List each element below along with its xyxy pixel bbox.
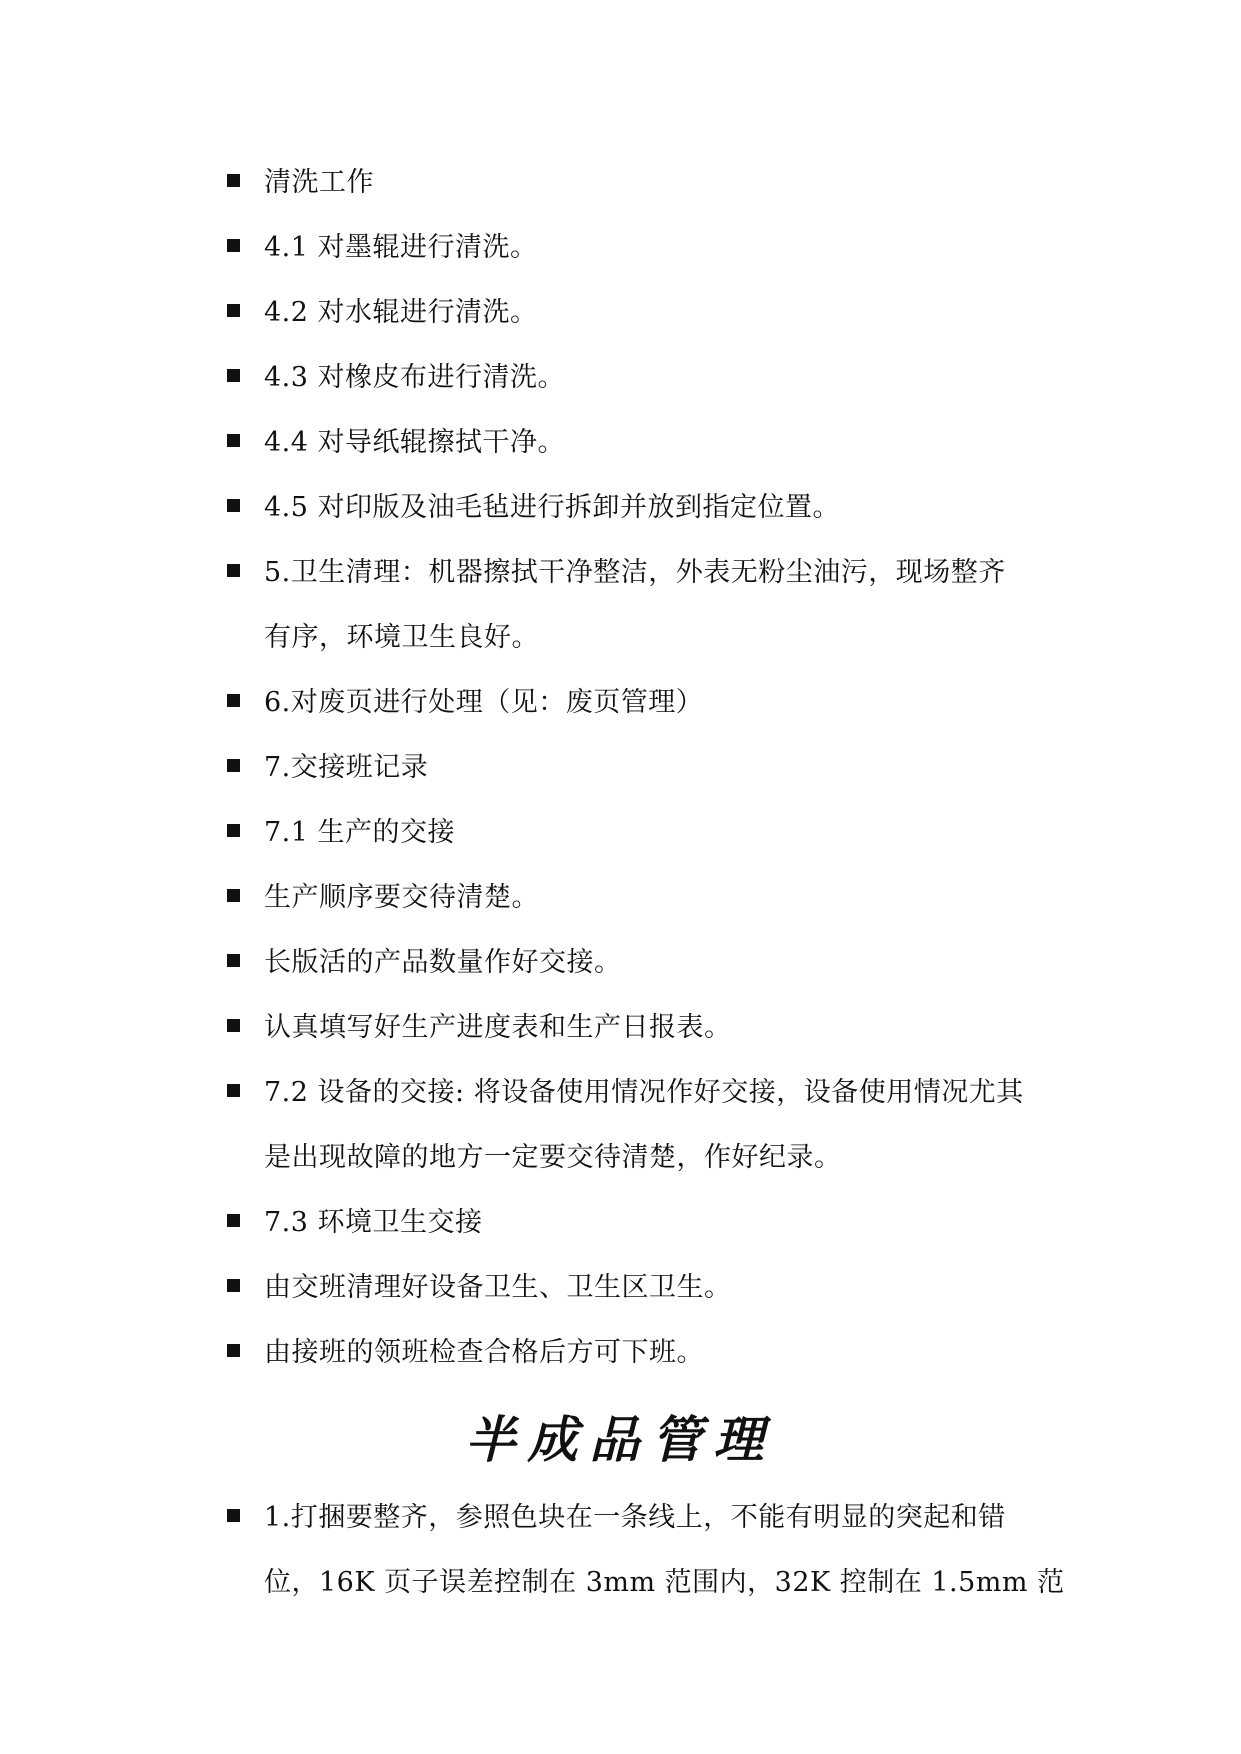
square-bullet-icon bbox=[227, 434, 240, 447]
square-bullet-icon bbox=[227, 1509, 240, 1522]
list-item-text: 7.交接班记录 bbox=[264, 752, 429, 783]
square-bullet-icon bbox=[227, 1279, 240, 1292]
list-item-continuation: 有序，环境卫生良好。 bbox=[264, 622, 539, 653]
list-item-text: 7.1 生产的交接 bbox=[264, 817, 456, 848]
square-bullet-icon bbox=[227, 1344, 240, 1357]
list-item-continuation: 位，16K 页子误差控制在 3mm 范围内，32K 控制在 1.5mm 范 bbox=[264, 1567, 1065, 1598]
square-bullet-icon bbox=[227, 304, 240, 317]
list-item-text: 清洗工作 bbox=[264, 167, 374, 198]
square-bullet-icon bbox=[227, 239, 240, 252]
list-item-text: 4.3 对橡皮布进行清洗。 bbox=[264, 362, 566, 393]
list-item-continuation: 是出现故障的地方一定要交待清楚，作好纪录。 bbox=[264, 1142, 842, 1173]
list-item-text: 长版活的产品数量作好交接。 bbox=[264, 947, 622, 978]
list-item-text: 4.1 对墨辊进行清洗。 bbox=[264, 232, 538, 263]
square-bullet-icon bbox=[227, 694, 240, 707]
square-bullet-icon bbox=[227, 824, 240, 837]
list-item-text: 4.2 对水辊进行清洗。 bbox=[264, 297, 538, 328]
list-item-text: 4.5 对印版及油毛毡进行拆卸并放到指定位置。 bbox=[264, 492, 841, 523]
list-item-text: 5.卫生清理：机器擦拭干净整洁，外表无粉尘油污，现场整齐 bbox=[264, 557, 1006, 588]
list-item-text: 认真填写好生产进度表和生产日报表。 bbox=[264, 1012, 732, 1043]
square-bullet-icon bbox=[227, 564, 240, 577]
square-bullet-icon bbox=[227, 499, 240, 512]
section-heading: 半成品管理 bbox=[465, 1410, 776, 1469]
list-item-text: 4.4 对导纸辊擦拭干净。 bbox=[264, 427, 566, 458]
list-item-text: 7.3 环境卫生交接 bbox=[264, 1207, 483, 1238]
square-bullet-icon bbox=[227, 1214, 240, 1227]
list-item-text: 由接班的领班检查合格后方可下班。 bbox=[264, 1337, 704, 1368]
square-bullet-icon bbox=[227, 954, 240, 967]
square-bullet-icon bbox=[227, 1084, 240, 1097]
list-item-text: 生产顺序要交待清楚。 bbox=[264, 882, 539, 913]
square-bullet-icon bbox=[227, 1019, 240, 1032]
list-item-text: 1.打捆要整齐，参照色块在一条线上，不能有明显的突起和错 bbox=[264, 1502, 1006, 1533]
list-item-text: 6.对废页进行处理（见：废页管理） bbox=[264, 687, 704, 718]
square-bullet-icon bbox=[227, 174, 240, 187]
list-item-text: 7.2 设备的交接: 将设备使用情况作好交接，设备使用情况尤其 bbox=[264, 1077, 1024, 1108]
square-bullet-icon bbox=[227, 759, 240, 772]
square-bullet-icon bbox=[227, 369, 240, 382]
list-item-text: 由交班清理好设备卫生、卫生区卫生。 bbox=[264, 1272, 732, 1303]
square-bullet-icon bbox=[227, 889, 240, 902]
